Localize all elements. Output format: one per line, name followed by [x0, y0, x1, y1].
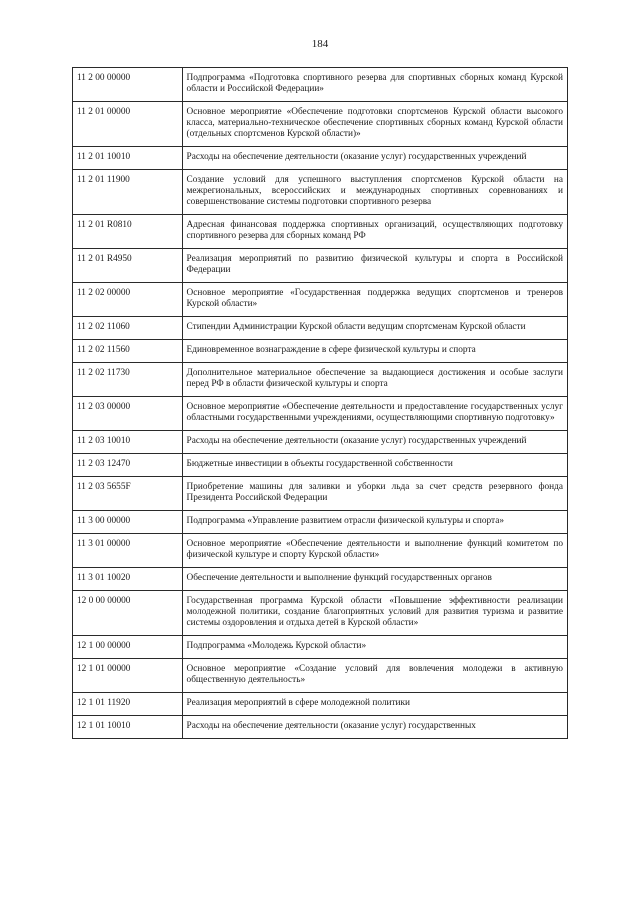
description-cell: Приобретение машины для заливки и уборки льда за счет средств резервного фонда Президента Российской Федерации — [182, 477, 567, 511]
table-row — [73, 363, 568, 397]
description-cell: Реализация мероприятий по развитию физической культуры и спорта в Российской Федерации — [182, 249, 567, 283]
table-row — [73, 477, 568, 511]
description-cell: Подпрограмма «Подготовка спортивного резерва для спортивных сборных команд Курской области и Российской Федерации» — [182, 68, 567, 102]
code-cell: 11 2 03 5655F — [73, 477, 183, 511]
table-row — [73, 716, 568, 739]
table-row — [73, 397, 568, 431]
code-cell: 11 2 00 00000 — [73, 68, 183, 102]
description-cell: Расходы на обеспечение деятельности (оказание услуг) государственных учреждений — [182, 147, 567, 170]
code-cell: 12 1 01 11920 — [73, 693, 183, 716]
table-row — [73, 215, 568, 249]
description-cell: Адресная финансовая поддержка спортивных организаций, осуществляющих подготовку спортивного резерва для сборных команд РФ — [182, 215, 567, 249]
code-cell: 11 3 01 00000 — [73, 534, 183, 568]
code-cell: 11 2 01 10010 — [73, 147, 183, 170]
code-cell: 12 1 01 10010 — [73, 716, 183, 739]
code-cell: 12 1 00 00000 — [73, 636, 183, 659]
table-row — [73, 170, 568, 215]
table-row — [73, 511, 568, 534]
page-number: 184 — [311, 38, 329, 50]
table-row — [73, 591, 568, 636]
description-cell: Расходы на обеспечение деятельности (оказание услуг) государственных — [182, 716, 567, 739]
description-cell: Обеспечение деятельности и выполнение функций государственных органов — [182, 568, 567, 591]
description-cell: Основное мероприятие «Государственная поддержка ведущих спортсменов и тренеров Курской области» — [182, 283, 567, 317]
code-cell: 11 2 01 00000 — [73, 102, 183, 147]
table-row — [73, 454, 568, 477]
description-cell: Основное мероприятие «Обеспечение деятельности и выполнение функций комитетом по физической культуре и спорту Курской области» — [182, 534, 567, 568]
table-row — [73, 68, 568, 102]
table-row — [73, 636, 568, 659]
table-row — [73, 340, 568, 363]
code-cell: 11 2 03 10010 — [73, 431, 183, 454]
description-cell: Расходы на обеспечение деятельности (оказание услуг) государственных учреждений — [182, 431, 567, 454]
code-cell: 11 2 01 R0810 — [73, 215, 183, 249]
code-cell: 11 2 01 11900 — [73, 170, 183, 215]
code-cell: 12 0 00 00000 — [73, 591, 183, 636]
table-row — [73, 249, 568, 283]
table-row — [73, 659, 568, 693]
code-cell: 12 1 01 00000 — [73, 659, 183, 693]
table-row — [73, 431, 568, 454]
table-row — [73, 693, 568, 716]
code-cell: 11 2 03 12470 — [73, 454, 183, 477]
table-row — [73, 534, 568, 568]
description-cell: Основное мероприятие «Обеспечение деятельности и предоставление государственных услуг областными государственными учреждениями, осуществляющими спортивную подготовку» — [182, 397, 567, 431]
description-cell: Подпрограмма «Управление развитием отрасли физической культуры и спорта» — [182, 511, 567, 534]
description-cell: Единовременное вознаграждение в сфере физической культуры и спорта — [182, 340, 567, 363]
code-cell: 11 2 01 R4950 — [73, 249, 183, 283]
table-row — [73, 102, 568, 147]
description-cell: Подпрограмма «Молодежь Курской области» — [182, 636, 567, 659]
table-row — [73, 147, 568, 170]
description-cell: Основное мероприятие «Создание условий для вовлечения молодежи в активную общественную деятельность» — [182, 659, 567, 693]
code-cell: 11 3 01 10020 — [73, 568, 183, 591]
code-cell: 11 2 03 00000 — [73, 397, 183, 431]
table-row — [73, 317, 568, 340]
description-cell: Основное мероприятие «Обеспечение подготовки спортсменов Курской области высокого класса, материально-техническое обеспечение спортивных сборных команд Курской области (отдельных спортсменов Курской области)» — [182, 102, 567, 147]
table-row — [73, 568, 568, 591]
code-cell: 11 2 02 11060 — [73, 317, 183, 340]
code-cell: 11 2 02 11560 — [73, 340, 183, 363]
code-cell: 11 3 00 00000 — [73, 511, 183, 534]
description-cell: Бюджетные инвестиции в объекты государственной собственности — [182, 454, 567, 477]
description-cell: Государственная программа Курской области «Повышение эффективности реализации молодежной политики, создание благоприятных условий для развития туризма и развитие системы оздоровления и отдыха детей в Курской области» — [182, 591, 567, 636]
description-cell: Стипендии Администрации Курской области ведущим спортсменам Курской области — [182, 317, 567, 340]
description-cell: Дополнительное материальное обеспечение за выдающиеся достижения и особые заслуги перед РФ в области физической культуры и спорта — [182, 363, 567, 397]
table-row — [73, 283, 568, 317]
code-cell: 11 2 02 00000 — [73, 283, 183, 317]
budget-classification-table — [72, 67, 568, 739]
description-cell: Реализация мероприятий в сфере молодежной политики — [182, 693, 567, 716]
code-cell: 11 2 02 11730 — [73, 363, 183, 397]
description-cell: Создание условий для успешного выступления спортсменов Курской области на межрегиональных, всероссийских и международных спортивных соревнованиях и совершенствование системы подготовки спортивного резерва — [182, 170, 567, 215]
